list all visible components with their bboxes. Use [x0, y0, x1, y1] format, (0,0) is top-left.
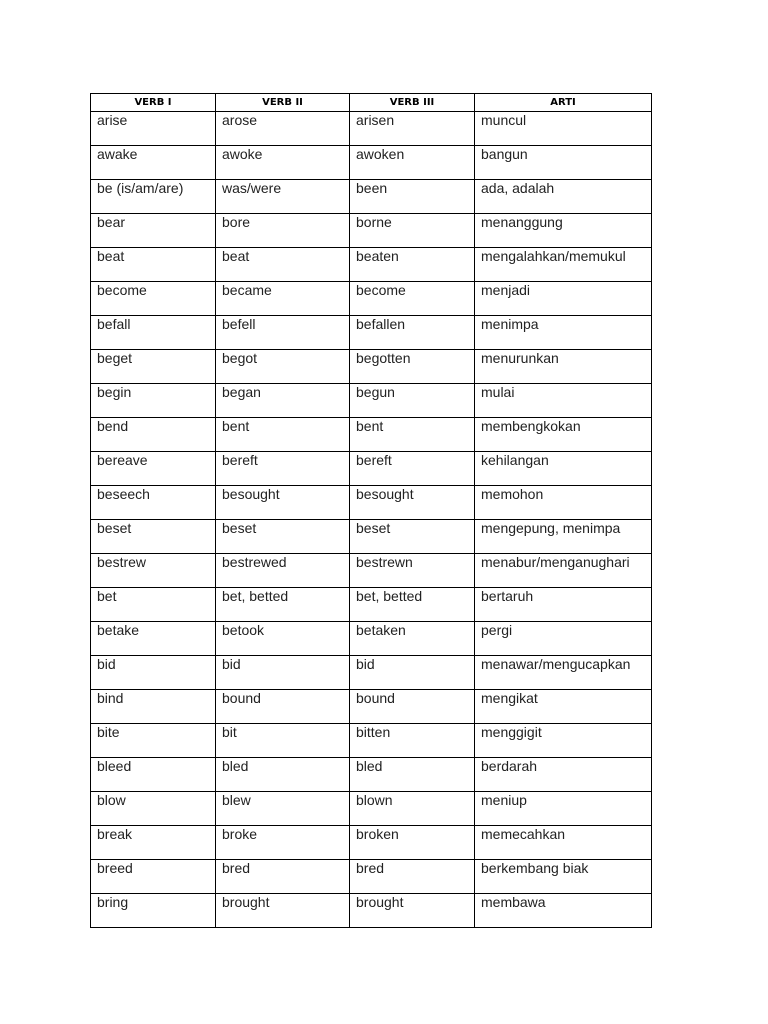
verb-i-cell	[91, 180, 216, 214]
verb-iii-cell	[350, 112, 475, 146]
cell-text: memohon	[481, 486, 544, 502]
cell-text: menanggung	[481, 214, 563, 230]
verb-ii-cell	[216, 248, 350, 282]
header-verb-i: VERB I	[91, 94, 216, 112]
verb-i-cell	[91, 384, 216, 418]
cell-text: blew	[222, 792, 251, 808]
cell-text: bind	[97, 690, 124, 706]
cell-text: beset	[222, 520, 257, 536]
arti-cell	[475, 282, 652, 316]
cell-text: broken	[356, 826, 399, 842]
table-row	[91, 554, 652, 588]
cell-text: bereft	[222, 452, 258, 468]
cell-text: awoke	[222, 146, 263, 162]
table-row	[91, 860, 652, 894]
cell-text: bid	[97, 656, 116, 672]
irregular-verbs-table	[90, 93, 652, 928]
verb-i-cell	[91, 826, 216, 860]
verb-iii-cell	[350, 384, 475, 418]
cell-text: beget	[97, 350, 133, 366]
verb-i-cell	[91, 282, 216, 316]
arti-cell	[475, 758, 652, 792]
arti-cell	[475, 452, 652, 486]
cell-text: bend	[97, 418, 129, 434]
cell-text: became	[222, 282, 272, 298]
verb-i-cell	[91, 452, 216, 486]
cell-text: blown	[356, 792, 393, 808]
cell-text: bid	[222, 656, 241, 672]
verb-i-cell	[91, 214, 216, 248]
verb-iii-cell	[350, 418, 475, 452]
table-row	[91, 894, 652, 928]
cell-text: become	[356, 282, 406, 298]
cell-text: begot	[222, 350, 258, 366]
verb-i-cell	[91, 894, 216, 928]
verb-i-cell	[91, 112, 216, 146]
cell-text: membawa	[481, 894, 546, 910]
table-row	[91, 724, 652, 758]
table-row	[91, 520, 652, 554]
arti-cell	[475, 520, 652, 554]
cell-text: bereft	[356, 452, 392, 468]
verb-iii-cell	[350, 350, 475, 384]
table-row	[91, 758, 652, 792]
arti-cell	[475, 112, 652, 146]
verb-i-cell	[91, 690, 216, 724]
arti-cell	[475, 588, 652, 622]
verb-ii-cell	[216, 860, 350, 894]
verb-iii-cell	[350, 180, 475, 214]
verb-i-cell	[91, 316, 216, 350]
cell-text: bereave	[97, 452, 148, 468]
cell-text: bestrewn	[356, 554, 413, 570]
cell-text: bestrew	[97, 554, 147, 570]
cell-text: ada, adalah	[481, 180, 555, 196]
verb-iii-cell	[350, 214, 475, 248]
cell-text: berkembang biak	[481, 860, 589, 876]
verb-iii-cell	[350, 486, 475, 520]
cell-text: bound	[356, 690, 395, 706]
verb-iii-cell	[350, 724, 475, 758]
arti-cell	[475, 384, 652, 418]
table-row	[91, 248, 652, 282]
arti-cell	[475, 248, 652, 282]
table-row	[91, 622, 652, 656]
verb-i-cell	[91, 146, 216, 180]
arti-cell	[475, 656, 652, 690]
cell-text: beseech	[97, 486, 150, 502]
cell-text: was/were	[222, 180, 282, 196]
verb-iii-cell	[350, 520, 475, 554]
table-body	[91, 112, 652, 928]
cell-text: beset	[356, 520, 391, 536]
arti-cell	[475, 792, 652, 826]
cell-text: bid	[356, 656, 375, 672]
cell-text: beset	[97, 520, 132, 536]
verb-ii-cell	[216, 282, 350, 316]
cell-text: membengkokan	[481, 418, 581, 434]
cell-text: menjadi	[481, 282, 531, 298]
cell-text: been	[356, 180, 388, 196]
header-verb-ii: VERB II	[216, 94, 350, 112]
arti-cell	[475, 826, 652, 860]
verb-ii-cell	[216, 656, 350, 690]
cell-text: mulai	[481, 384, 515, 400]
verb-iii-cell	[350, 690, 475, 724]
cell-text: menawar/mengucapkan	[481, 656, 631, 672]
cell-text: breed	[97, 860, 133, 876]
cell-text: bent	[356, 418, 384, 434]
cell-text: menggigit	[481, 724, 542, 740]
cell-text: bent	[222, 418, 250, 434]
verb-ii-cell	[216, 554, 350, 588]
verb-i-cell	[91, 418, 216, 452]
verb-ii-cell	[216, 826, 350, 860]
table-row	[91, 316, 652, 350]
table-row	[91, 146, 652, 180]
table-row	[91, 690, 652, 724]
cell-text: arose	[222, 112, 258, 128]
cell-text: begin	[97, 384, 132, 400]
cell-text: become	[97, 282, 147, 298]
verb-ii-cell	[216, 622, 350, 656]
table-row	[91, 350, 652, 384]
table-row	[91, 656, 652, 690]
cell-text: menurunkan	[481, 350, 559, 366]
verb-i-cell	[91, 724, 216, 758]
verb-iii-cell	[350, 554, 475, 588]
cell-text: bound	[222, 690, 261, 706]
cell-text: bear	[97, 214, 126, 230]
verb-i-cell	[91, 554, 216, 588]
cell-text: begotten	[356, 350, 411, 366]
verb-iii-cell	[350, 248, 475, 282]
arti-cell	[475, 690, 652, 724]
verb-i-cell	[91, 350, 216, 384]
verb-ii-cell	[216, 350, 350, 384]
cell-text: bangun	[481, 146, 528, 162]
cell-text: beat	[97, 248, 125, 264]
verb-ii-cell	[216, 792, 350, 826]
verb-iii-cell	[350, 656, 475, 690]
verb-iii-cell	[350, 826, 475, 860]
header-verb-iii: VERB III	[350, 94, 475, 112]
cell-text: blow	[97, 792, 126, 808]
verb-iii-cell	[350, 622, 475, 656]
cell-text: meniup	[481, 792, 527, 808]
table-row	[91, 826, 652, 860]
cell-text: bore	[222, 214, 251, 230]
cell-text: mengikat	[481, 690, 538, 706]
arti-cell	[475, 146, 652, 180]
arti-cell	[475, 486, 652, 520]
verb-i-cell	[91, 792, 216, 826]
cell-text: arisen	[356, 112, 395, 128]
cell-text: arise	[97, 112, 128, 128]
cell-text: mengalahkan/memukul	[481, 248, 626, 264]
verb-iii-cell	[350, 894, 475, 928]
verb-iii-cell	[350, 316, 475, 350]
arti-cell	[475, 554, 652, 588]
verb-i-cell	[91, 520, 216, 554]
verb-ii-cell	[216, 486, 350, 520]
verb-i-cell	[91, 656, 216, 690]
verb-ii-cell	[216, 894, 350, 928]
cell-text: broke	[222, 826, 258, 842]
verb-i-cell	[91, 248, 216, 282]
cell-text: muncul	[481, 112, 527, 128]
verb-iii-cell	[350, 860, 475, 894]
cell-text: be (is/am/are)	[97, 180, 184, 196]
cell-text: bitten	[356, 724, 391, 740]
verb-ii-cell	[216, 724, 350, 758]
cell-text: bet, betted	[222, 588, 289, 604]
table-row	[91, 418, 652, 452]
cell-text: bite	[97, 724, 120, 740]
cell-text: bring	[97, 894, 129, 910]
cell-text: pergi	[481, 622, 513, 638]
verb-i-cell	[91, 860, 216, 894]
table-row	[91, 452, 652, 486]
cell-text: beat	[222, 248, 250, 264]
cell-text: berdarah	[481, 758, 538, 774]
verb-ii-cell	[216, 384, 350, 418]
cell-text: bit	[222, 724, 237, 740]
cell-text: bertaruh	[481, 588, 534, 604]
cell-text: bled	[356, 758, 383, 774]
cell-text: bet	[97, 588, 117, 604]
arti-cell	[475, 418, 652, 452]
verb-ii-cell	[216, 146, 350, 180]
verb-i-cell	[91, 486, 216, 520]
table-row	[91, 214, 652, 248]
cell-text: memecahkan	[481, 826, 566, 842]
cell-text: brought	[222, 894, 270, 910]
verb-iii-cell	[350, 792, 475, 826]
verb-ii-cell	[216, 180, 350, 214]
arti-cell	[475, 316, 652, 350]
cell-text: befall	[97, 316, 131, 332]
verb-ii-cell	[216, 452, 350, 486]
verb-ii-cell	[216, 758, 350, 792]
cell-text: bestrewed	[222, 554, 287, 570]
header-arti: ARTI	[475, 94, 652, 112]
cell-text: brought	[356, 894, 404, 910]
cell-text: betake	[97, 622, 140, 638]
verb-ii-cell	[216, 316, 350, 350]
cell-text: bred	[222, 860, 251, 876]
cell-text: beaten	[356, 248, 399, 264]
cell-text: befallen	[356, 316, 406, 332]
cell-text: bred	[356, 860, 385, 876]
arti-cell	[475, 860, 652, 894]
cell-text: besought	[222, 486, 280, 502]
arti-cell	[475, 214, 652, 248]
table-row	[91, 384, 652, 418]
verb-ii-cell	[216, 214, 350, 248]
verb-ii-cell	[216, 588, 350, 622]
cell-text: betaken	[356, 622, 406, 638]
verb-iii-cell	[350, 146, 475, 180]
verb-i-cell	[91, 758, 216, 792]
verb-iii-cell	[350, 758, 475, 792]
arti-cell	[475, 724, 652, 758]
cell-text: menabur/menganughari	[481, 554, 630, 570]
cell-text: began	[222, 384, 261, 400]
arti-cell	[475, 180, 652, 214]
table-header-row	[91, 94, 652, 112]
cell-text: mengepung, menimpa	[481, 520, 621, 536]
cell-text: bled	[222, 758, 249, 774]
verb-ii-cell	[216, 690, 350, 724]
verb-i-cell	[91, 588, 216, 622]
verb-ii-cell	[216, 418, 350, 452]
verb-i-cell	[91, 622, 216, 656]
cell-text: bet, betted	[356, 588, 423, 604]
cell-text: begun	[356, 384, 395, 400]
verb-ii-cell	[216, 112, 350, 146]
verb-iii-cell	[350, 282, 475, 316]
table-row	[91, 112, 652, 146]
cell-text: befell	[222, 316, 256, 332]
verb-iii-cell	[350, 588, 475, 622]
cell-text: break	[97, 826, 133, 842]
arti-cell	[475, 622, 652, 656]
cell-text: bleed	[97, 758, 132, 774]
cell-text: betook	[222, 622, 265, 638]
cell-text: awoken	[356, 146, 405, 162]
arti-cell	[475, 350, 652, 384]
cell-text: borne	[356, 214, 392, 230]
cell-text: kehilangan	[481, 452, 549, 468]
verb-ii-cell	[216, 520, 350, 554]
table-row	[91, 180, 652, 214]
arti-cell	[475, 894, 652, 928]
table-row	[91, 282, 652, 316]
verb-iii-cell	[350, 452, 475, 486]
table-row	[91, 792, 652, 826]
cell-text: menimpa	[481, 316, 539, 332]
cell-text: awake	[97, 146, 138, 162]
cell-text: besought	[356, 486, 414, 502]
table-row	[91, 486, 652, 520]
table-row	[91, 588, 652, 622]
